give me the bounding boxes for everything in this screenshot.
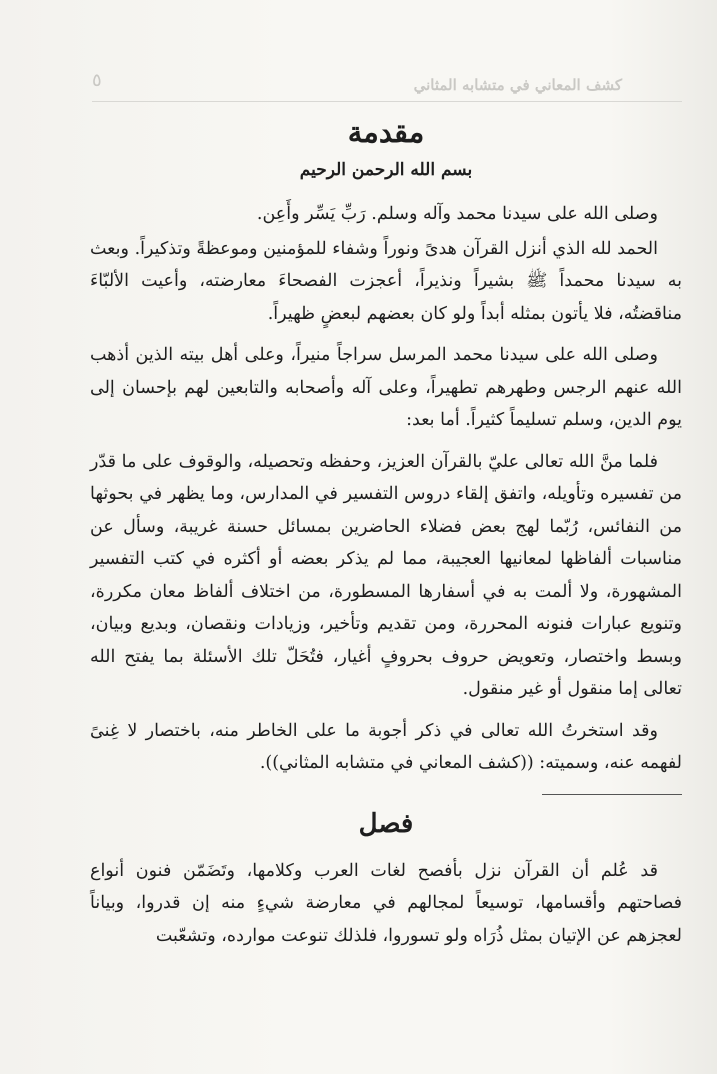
paragraph-salutation: وصلى الله على سيدنا محمد المرسل سراجاً منيراً، وعلى أهل بيته الذين أذهب الله عنهم الرجس وطهرهم تطهيراً، وعلى آله وأصحابه والتابعين لهم بإحسان إلى يوم الدين، وسلم تسليماً كثيراً. أما بعد: bbox=[90, 345, 682, 430]
paragraph-praise: الحمد لله الذي أنزل القرآن هدىً ونوراً وشفاء للمؤمنين وموعظةً وتذكيراً. وبعث به سيدنا محمداً ﷺ بشيراً ونذيراً، أعجزت الفصحاءَ معارضته، وأعيت الألبّاءَ مناقضتُه، فلا يأتون بمثله أبداً ولو كان بعضهم لبعضٍ ظهيراً. bbox=[90, 238, 682, 324]
page-number: ٥ bbox=[92, 70, 102, 91]
page-body bbox=[90, 108, 682, 961]
basmala: بسم الله الرحمن الرحيم bbox=[299, 160, 473, 180]
running-head: كشف المعاني في متشابه المثاني bbox=[413, 76, 622, 94]
paragraph-purpose: فلما منَّ الله تعالى عليّ بالقرآن العزيز، وحفظه وتحصيله، والوقوف على ما قدّر من تفسيره وتأويله، واتفق إلقاء دروس التفسير في المدارس، وما يظهر في بحوثها من النفائس، رُبّما لهج بعض فضلاء الحاضرين بمسائل حسنة غريبة، وسأل عن مناسبات ألفاظها لمعانيها العجيبة، مما لم يذكر بعضه أو أكثره في كتب التفسير المشهورة، ولا ألمت به في أسفارها المسطورة، من اختلاف ألفاظ معان مكررة، وتنويع عبارات فنونه المحررة، ومن تقديم وتأخير، وزيادات ونقصان، وبديع وبيان، وبسط واختصار، وتعويض حروف بحروفٍ أغيار، فتُحَلّ تلك الأسئلة بما يفتح الله تعالى إما منقول أو غير منقول. bbox=[90, 451, 682, 699]
paragraph-naming: وقد استخرتُ الله تعالى في ذكر أجوبة ما على الخاطر منه، باختصار لا غِنىً لفهمه عنه، وسميته: ((كشف المعاني في متشابه المثاني)). bbox=[90, 720, 682, 773]
header-divider bbox=[92, 101, 682, 102]
page-title: مقدمة bbox=[347, 115, 425, 149]
section-title: فصل bbox=[358, 808, 414, 839]
section-paragraph: قد عُلم أن القرآن نزل بأفصح لغات العرب وكلامها، وتَضَمّن فنون أنواع فصاحتهم وأقسامها، توسيعاً لمجالهم في معارضة شيءٍ منه إن قدروا، وبياناً لعجزهم عن الإتيان بمثل ذُرَاه ولو تسوروا، فلذلك تنوعت موارده، وتشعّبت bbox=[90, 860, 682, 946]
section-divider bbox=[542, 794, 682, 795]
opening-prayer: وصلى الله على سيدنا محمد وآله وسلم. رَبِّ يَسِّر وأَعِن. bbox=[256, 204, 658, 224]
